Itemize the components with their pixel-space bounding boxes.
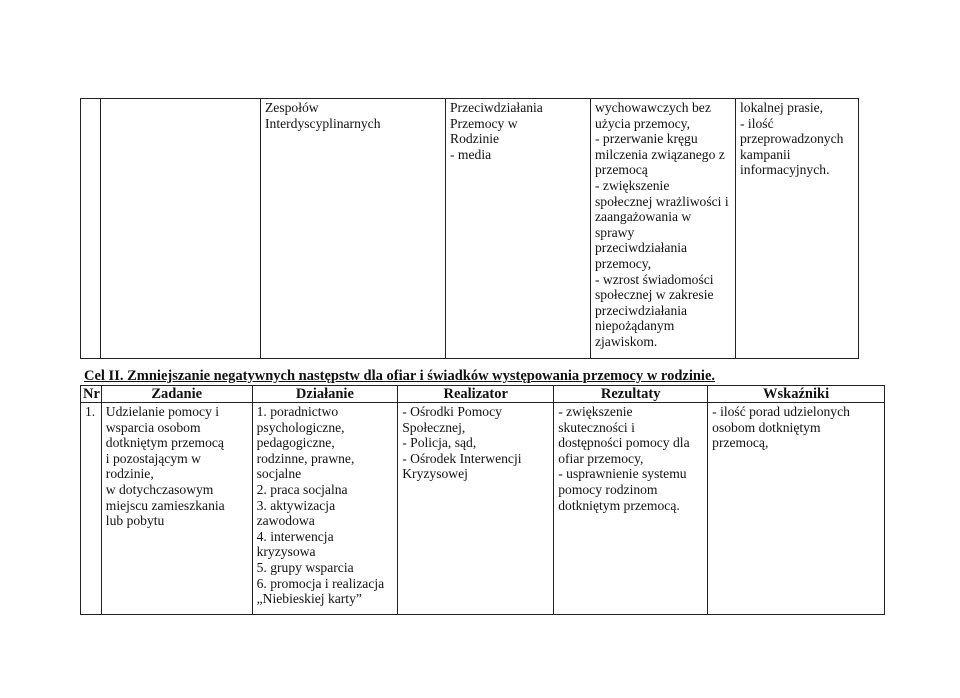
cell-wskazniki: lokalnej prasie, - ilość przeprowadzonych kampanii informacyjnych. (736, 99, 859, 359)
cell-rezultaty: wychowawczych bez użycia przemocy, - przerwanie kręgu milczenia związanego z przemocą - zwiększenie społecznej wrażliwości i zaangażowania w sprawy przeciwdziałania przemocy, - wzrost świadomości społecznej w zakresie przeciwdziałania niepożądanym zjawiskom. (591, 99, 736, 359)
header-dzialanie: Działanie (252, 386, 398, 403)
cell-realizator: Przeciwdziałania Przemocy w Rodzinie - media (446, 99, 591, 359)
table-header-row (81, 386, 885, 403)
table-row (81, 403, 885, 615)
cell-dzialanie: Zespołów Interdyscyplinarnych (261, 99, 446, 359)
cell-nr (81, 99, 101, 359)
cell-zadanie: Udzielanie pomocy i wsparcia osobom dotkniętym przemocą i pozostającym w rodzinie, w dotychczasowym miejscu zamieszkania lub pobytu (101, 403, 252, 615)
table-row (81, 99, 859, 359)
continuation-table (80, 98, 859, 359)
cell-dzialanie: 1. poradnictwo psychologiczne, pedagogiczne, rodzinne, prawne, socjalne 2. praca socjalna 3. aktywizacja zawodowa 4. interwencja kryzysowa 5. grupy wsparcia 6. promocja i realizacja „Niebieskiej karty” (252, 403, 398, 615)
cell-zadanie (101, 99, 261, 359)
cell-rezultaty: - zwiększenie skuteczności i dostępności pomocy dla ofiar przemocy, - usprawnienie systemu pomocy rodzinom dotkniętym przemocą. (554, 403, 708, 615)
cell-nr: 1. (81, 403, 102, 615)
goal-table (80, 385, 885, 615)
section-heading: Cel II. Zmniejszanie negatywnych następstw dla ofiar i świadków występowania przemocy w rodzinie. (84, 368, 716, 384)
header-nr: Nr (81, 386, 102, 403)
header-zadanie: Zadanie (101, 386, 252, 403)
header-rezultaty: Rezultaty (554, 386, 708, 403)
header-wskazniki: Wskaźniki (708, 386, 885, 403)
header-realizator: Realizator (398, 386, 554, 403)
cell-wskazniki: - ilość porad udzielonych osobom dotkniętym przemocą, (708, 403, 885, 615)
cell-realizator: - Ośrodki Pomocy Społecznej, - Policja, sąd, - Ośrodek Interwencji Kryzysowej (398, 403, 554, 615)
